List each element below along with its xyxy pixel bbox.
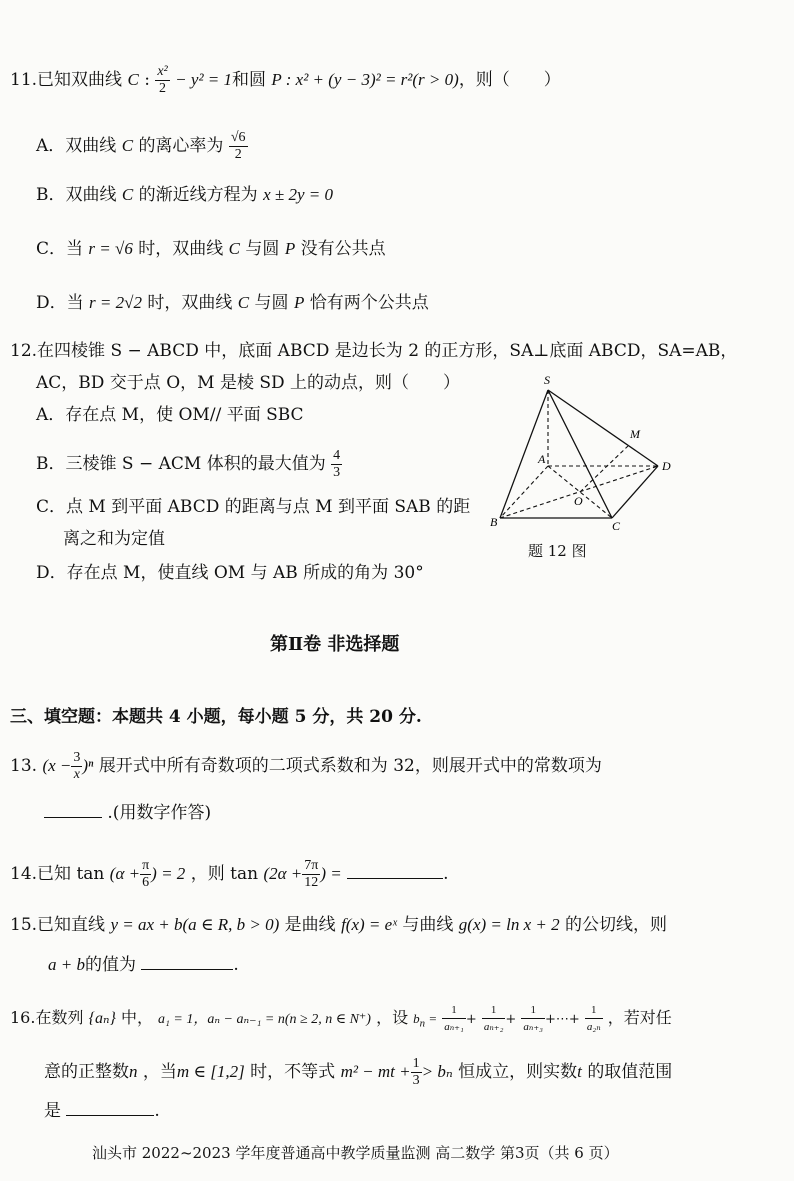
label-m: M <box>630 427 640 441</box>
label-c: C <box>612 519 621 533</box>
q11-option-a: A．双曲线 C 的离心率为 $\frac{√6}{2}$ <box>36 130 246 162</box>
q13-answer-blank[interactable] <box>44 817 102 818</box>
q12-option-c: C．点 M 到平面 ABCD 的距离与点 M 到平面 SAB 的距 <box>36 497 471 517</box>
label-b: B <box>490 515 498 529</box>
q12-option-b: B．三棱锥 S − ACM 体积的最大值为 $\frac{4}{3}$ <box>36 448 341 480</box>
section3-heading: 三、填空题：本题共 4 小题，每小题 5 分，共 20 分. <box>10 707 422 727</box>
q15-answer-blank[interactable] <box>141 969 233 970</box>
label-d: D <box>662 459 671 473</box>
q11-stem: 11.已知双曲线 C : $\frac{\text{x²}}{2}$ − y² = 1和圆 P : x² + (y − 3)² = r²(r > 0)，则（ ） <box>10 64 561 96</box>
q16-stem-line2: 意的正整数n ，当m ∈ [1,2] 时，不等式 m² − mt + $\frac{1}{3}$ > bₙ 恒成立，则实数t 的取值范围 <box>44 1056 673 1088</box>
label-a: A <box>538 452 546 466</box>
q14-stem: 14.已知 tan (α + $\frac{\pi}{6}$ ) = 2 ，则 tan (2α + $\frac{7\pi}{12}$ ) = . <box>10 858 449 890</box>
q16-stem-line1: 16.在数列 {aₙ} 中， a₁ = 1，aₙ − aₙ₋₁ = n(n ≥ 2, n ∈ N⁺) ，设 $b_n$ = $\frac{1}{\text{aₙ₊₁}}$ + $\frac{1}{\text{aₙ₊₂}}$ + $\frac{1}{\text{aₙ₊₃}}$ +⋯+ $\frac{1}{\text{a₂ₙ}}$ ，若对任 <box>10 1004 672 1033</box>
q13-stem: 13. (x − $\frac{3}{x}$ )ⁿ 展开式中所有奇数项的二项式系数和为 32，则展开式中的常数项为 <box>10 750 602 782</box>
q15-line2: a + b的值为 . <box>48 955 239 975</box>
q15-stem: 15.已知直线 y = ax + b(a ∈ R, b > 0) 是曲线 f(x) = eˣ 与曲线 g(x) = ln x + 2 的公切线，则 <box>10 915 668 935</box>
q12-option-d: D．存在点 M，使直线 OM 与 AB 所成的角为 30° <box>36 563 424 583</box>
q12-option-a: A．存在点 M，使 OM// 平面 SBC <box>36 405 304 425</box>
q14-answer-blank[interactable] <box>347 878 443 879</box>
pyramid-figure <box>480 370 700 560</box>
page-footer: 汕头市 2022~2023 学年度普通高中教学质量监测 高二数学 第3页（共 6 页） <box>92 1144 619 1162</box>
q12-stem-line1: 12.在四棱锥 S − ABCD 中，底面 ABCD 是边长为 2 的正方形，SA⊥底面 ABCD，SA=AB， <box>10 341 738 361</box>
q16-stem-line3: 是 . <box>44 1101 160 1121</box>
q12-stem-line2: AC，BD 交于点 O，M 是棱 SD 上的动点，则（ ） <box>36 373 461 393</box>
q11-option-c: C．当 r = √6 时，双曲线 C 与圆 P 没有公共点 <box>36 239 386 259</box>
label-s: S <box>544 373 550 387</box>
figure-caption: 题 12 图 <box>528 542 587 560</box>
q13-line2: .(用数字作答) <box>44 802 211 824</box>
q11-option-b: B．双曲线 C 的渐近线方程为 x ± 2y = 0 <box>36 185 333 205</box>
label-o: O <box>574 494 583 508</box>
q11-option-d: D．当 r = 2√2 时，双曲线 C 与圆 P 恰有两个公共点 <box>36 293 429 313</box>
q12-option-c-cont: 离之和为定值 <box>63 529 165 549</box>
q16-answer-blank[interactable] <box>66 1115 154 1116</box>
part2-title: 第Ⅱ卷 非选择题 <box>270 634 400 655</box>
